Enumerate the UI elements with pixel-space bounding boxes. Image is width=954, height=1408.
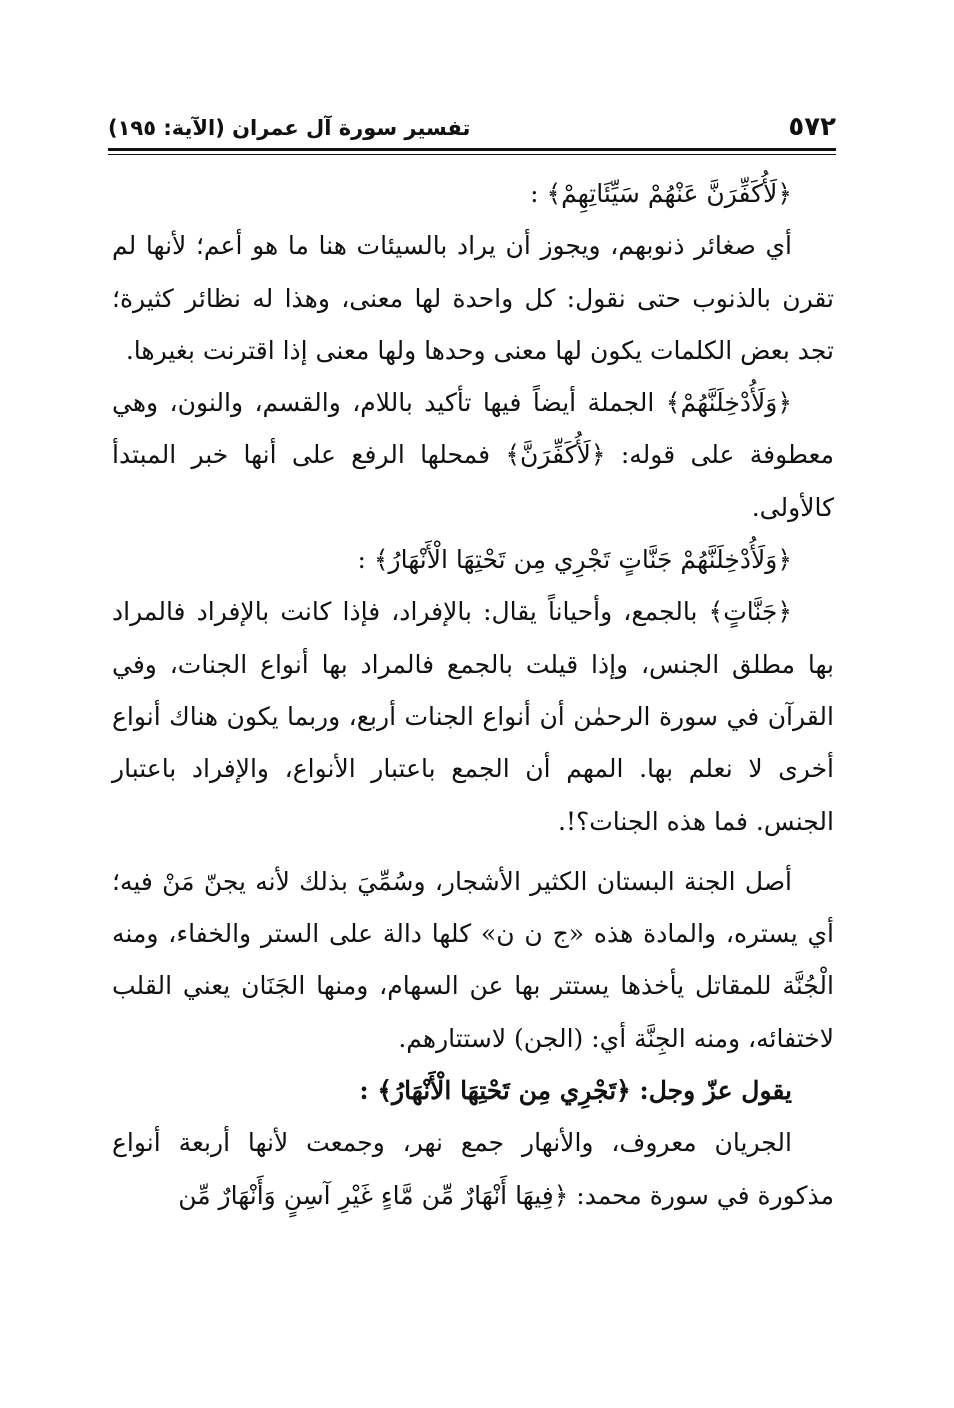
verse-heading: ﴿لَأُكَفِّرَنَّ عَنْهُمْ سَيِّئَاتِهِمْ﴾ : [530, 179, 792, 208]
header-rule-thick [108, 148, 836, 151]
paragraph: ﴿جَنَّاتٍ﴾ بالجمع، وأحياناً يقال: بالإفراد، فإذا كانت بالإفراد فالمراد بها مطلق الجنس، وإذا قيلت بالجمع فالمراد بها أنواع الجنات، وفي القرآن في سورة الرحمٰن أن أنواع الجنات أربع، وربما يكون هناك أنواع أخرى لا نعلم بها. المهم أن الجمع باعتبار الأنواع، والإفراد باعتبار الجنس. فما هذه الجنات؟!. [112, 597, 834, 836]
verse-heading: يقول عزّ وجل: ﴿تَجْرِي مِن تَحْتِهَا الْأَنْهَارُ﴾ : [359, 1076, 792, 1106]
verse-heading: ﴿وَلَأُدْخِلَنَّهُمْ جَنَّاتٍ تَجْرِي مِن تَحْتِهَا الْأَنْهَارُ﴾ : [357, 545, 792, 575]
page-header [108, 108, 836, 148]
paragraph: الجريان معروف، والأنهار جمع نهر، وجمعت لأنها أربعة أنواع مذكورة في سورة محمد: ﴿فِيهَا أَنْهَارٌ مِّن مَّاءٍ غَيْرِ آسِنٍ وَأَنْهَارٌ مِّن [112, 1128, 834, 1210]
paragraph: ﴿وَلَأُدْخِلَنَّهُمْ﴾ الجملة أيضاً فيها تأكيد باللام، والقسم، والنون، وهي معطوفة على قوله: ﴿لَأُكَفِّرَنَّ﴾ فمحلها الرفع على أنها خبر المبتدأ كالأولى. [112, 388, 834, 522]
running-title: تفسير سورة آل عمران (الآية: ١٩٥) [108, 116, 471, 140]
header-rule-thin [108, 154, 836, 155]
paragraph: أصل الجنة البستان الكثير الأشجار، وسُمِّيَ بذلك لأنه يجنّ مَنْ فيه؛ أي يستره، والمادة هذه «ج ن ن» كلها دالة على الستر والخفاء، ومنه الْجُنَّة للمقاتل يأخذها يستتر بها عن السهام، ومنها الجَنَان يعني القلب لاختفائه، ومنه الجِنَّة أي: (الجن) لاستتارهم. [112, 866, 834, 1053]
page-number: ٥٧٢ [788, 112, 836, 142]
paragraph: أي صغائر ذنوبهم، ويجوز أن يراد بالسيئات هنا ما هو أعم؛ لأنها لم تقرن بالذنوب حتى نقول: كل واحدة لها معنى، وهذا له نظائر كثيرة؛ تجد بعض الكلمات يكون لها معنى وحدها ولها معنى إذا اقترنت بغيرها. [112, 231, 834, 365]
page-body [112, 168, 834, 1222]
